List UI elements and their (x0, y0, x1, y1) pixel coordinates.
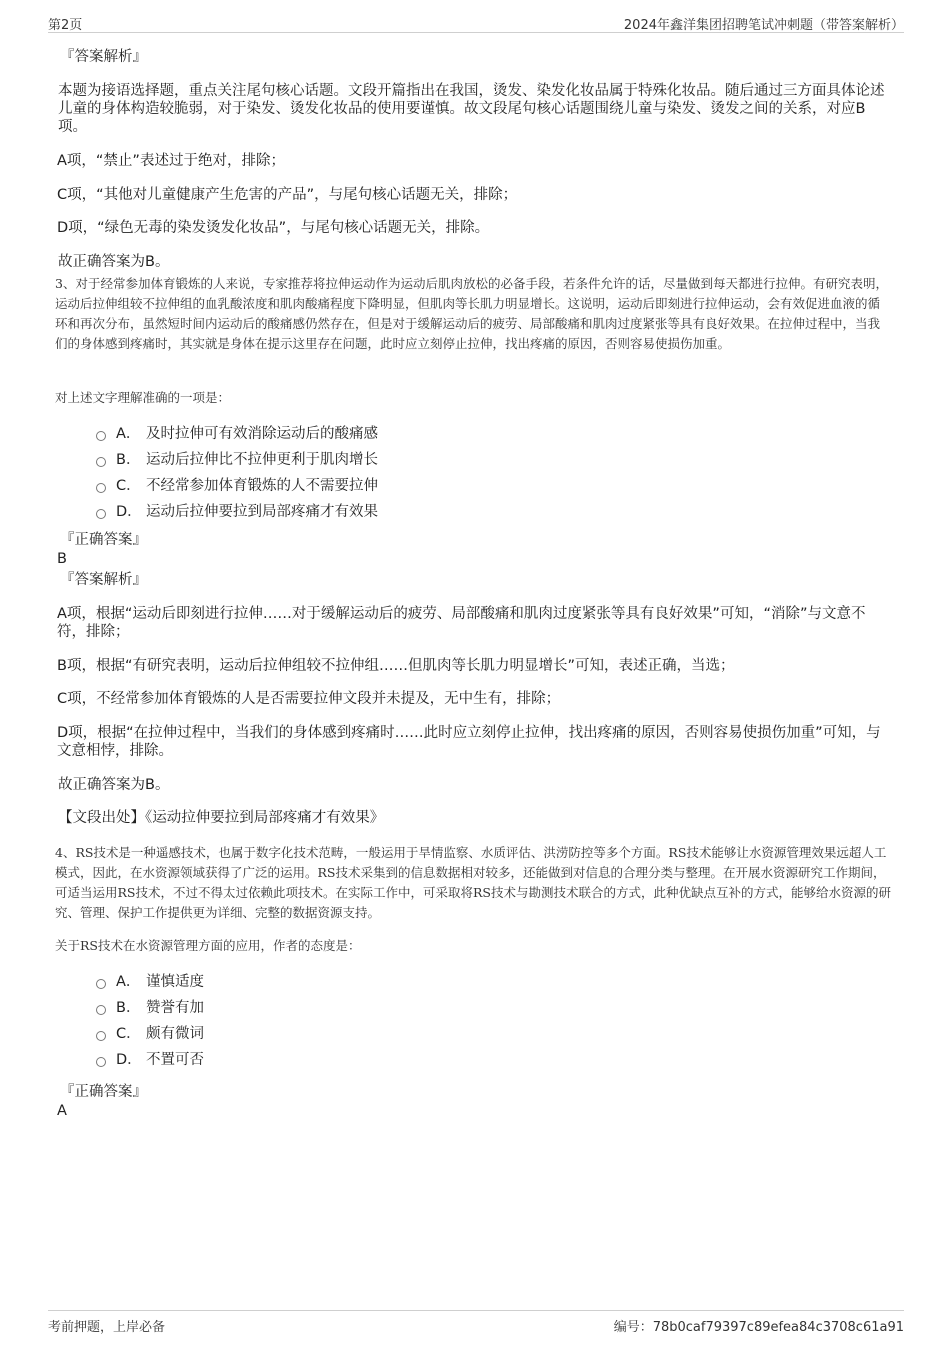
answer-analysis-label: 『答案解析』 (60, 572, 147, 588)
radio-button-icon[interactable] (96, 509, 106, 519)
option-text: 谨慎适度 (146, 974, 204, 990)
question-4-option-b[interactable] (96, 997, 204, 1019)
document-title: 2024年鑫洋集团招聘笔试冲刺题（带答案解析） (623, 18, 904, 33)
page-header (48, 14, 904, 33)
option-text: 不经常参加体育锻炼的人不需要拉伸 (146, 478, 378, 494)
answer-analysis-label: 『答案解析』 (60, 49, 147, 65)
question-3-stem: 对上述文字理解准确的一项是： (55, 390, 231, 405)
option-letter: D． (116, 504, 142, 520)
analysis-option-d: D项，根据“在拉伸过程中，当我们的身体感到疼痛时……此时应立刻停止拉伸，找出疼痛的原因，否则容易使损伤加重”可知，与文意相悖，排除。 (57, 725, 881, 759)
option-letter: D． (116, 1052, 142, 1068)
question-3-option-c[interactable] (96, 475, 378, 497)
radio-button-icon[interactable] (96, 457, 106, 467)
question-4-option-a[interactable] (96, 971, 204, 993)
page-footer (48, 1310, 904, 1335)
question-3-option-b[interactable] (96, 449, 378, 471)
radio-button-icon[interactable] (96, 979, 106, 989)
correct-answer-conclusion: 故正确答案为B。 (58, 254, 170, 270)
option-text: 颇有微词 (146, 1026, 204, 1042)
option-text: 赞誉有加 (146, 1000, 204, 1016)
option-text: 运动后拉伸要拉到局部疼痛才有效果 (146, 504, 378, 520)
radio-button-icon[interactable] (96, 1005, 106, 1015)
page-number: 第2页 (48, 18, 83, 33)
correct-answer-label: 『正确答案』 (60, 532, 147, 548)
analysis-option-b: B项，根据“有研究表明，运动后拉伸组较不拉伸组……但肌肉等长肌力明显增长”可知，表述正确，当选； (57, 658, 735, 674)
analysis-option-c: C项，不经常参加体育锻炼的人是否需要拉伸文段并未提及，无中生有，排除； (57, 691, 561, 707)
question-3-option-a[interactable] (96, 423, 378, 445)
radio-button-icon[interactable] (96, 431, 106, 441)
analysis-paragraph: 本题为接语选择题，重点关注尾句核心话题。文段开篇指出在我国，烫发、染发化妆品属于特殊化妆品。随后通过三方面具体论述儿童的身体构造较脆弱，对于染发、烫发化妆品的使用要谨慎。故文段尾句核心话题围绕儿童与染发、烫发之间的关系，对应B项。 (58, 83, 885, 135)
option-text: 运动后拉伸比不拉伸更利于肌肉增长 (146, 452, 378, 468)
radio-button-icon[interactable] (96, 483, 106, 493)
option-letter: B． (116, 452, 141, 468)
option-letter: A． (116, 974, 141, 990)
option-letter: C． (116, 478, 141, 494)
correct-answer-value: B (57, 551, 67, 567)
option-text: 不置可否 (146, 1052, 204, 1068)
question-3-option-d[interactable] (96, 501, 378, 523)
question-4-option-c[interactable] (96, 1023, 204, 1045)
analysis-option-c: C项，“其他对儿童健康产生危害的产品”，与尾句核心话题无关，排除； (57, 187, 518, 203)
analysis-option-a: A项，根据“运动后即刻进行拉伸……对于缓解运动后的疲劳、局部酸痛和肌肉过度紧张等具有良好效果”可知，“消除”与文意不符，排除； (57, 606, 866, 640)
question-4-stem: 关于RS技术在水资源管理方面的应用，作者的态度是： (55, 938, 361, 953)
question-3-passage: 3、对于经常参加体育锻炼的人来说，专家推荐将拉伸运动作为运动后肌肉放松的必备手段，若条件允许的话，尽量做到每天都进行拉伸。有研究表明，运动后拉伸组较不拉伸组的血乳酸浓度和肌肉酸痛程度下降明显，但肌肉等长肌力明显增长。这说明，运动后即刻进行拉伸运动，会有效促进血液的循环和再次分布，虽然短时间内运动后的酸痛感仍然存在，但是对于缓解运动后的疲劳、局部酸痛和肌肉过度紧张等具有良好效果。在拉伸过程中，当我们的身体感到疼痛时，其实就是身体在提示这里存在问题，此时应立刻停止拉伸，找出疼痛的原因，否则容易使损伤加重。 (55, 276, 888, 351)
correct-answer-label: 『正确答案』 (60, 1084, 147, 1100)
footer-slogan: 考前押题，上岸必备 (48, 1320, 166, 1335)
option-letter: C． (116, 1026, 141, 1042)
correct-answer-value: A (57, 1103, 67, 1119)
question-4-passage: 4、RS技术是一种遥感技术，也属于数字化技术范畴，一般运用于旱情监察、水质评估、洪涝防控等多个方面。RS技术能够让水资源管理效果远超人工模式，因此，在水资源领域获得了广泛的运用。RS技术采集到的信息数据相对较多，还能做到对信息的合理分类与整理。在开展水资源研究工作期间，可适当运用RS技术，不过不得太过依赖此项技术。在实际工作中，可采取将RS技术与勘测技术联合的方式，此种优缺点互补的方式，能够给水资源的研究、管理、保护工作提供更为详细、完整的数据资源支持。 (55, 845, 891, 920)
document-id: 编号：78b0caf79397c89efea84c3708c61a91 (613, 1320, 904, 1335)
option-letter: B． (116, 1000, 141, 1016)
radio-button-icon[interactable] (96, 1031, 106, 1041)
passage-source: 【文段出处】《运动拉伸要拉到局部疼痛才有效果》 (58, 810, 385, 826)
radio-button-icon[interactable] (96, 1057, 106, 1067)
option-letter: A． (116, 426, 141, 442)
question-4-option-d[interactable] (96, 1049, 204, 1071)
analysis-option-d: D项，“绿色无毒的染发烫发化妆品”，与尾句核心话题无关，排除。 (57, 220, 490, 236)
option-text: 及时拉伸可有效消除运动后的酸痛感 (146, 426, 378, 442)
correct-answer-conclusion: 故正确答案为B。 (58, 777, 170, 793)
analysis-option-a: A项，“禁止”表述过于绝对，排除； (57, 153, 285, 169)
